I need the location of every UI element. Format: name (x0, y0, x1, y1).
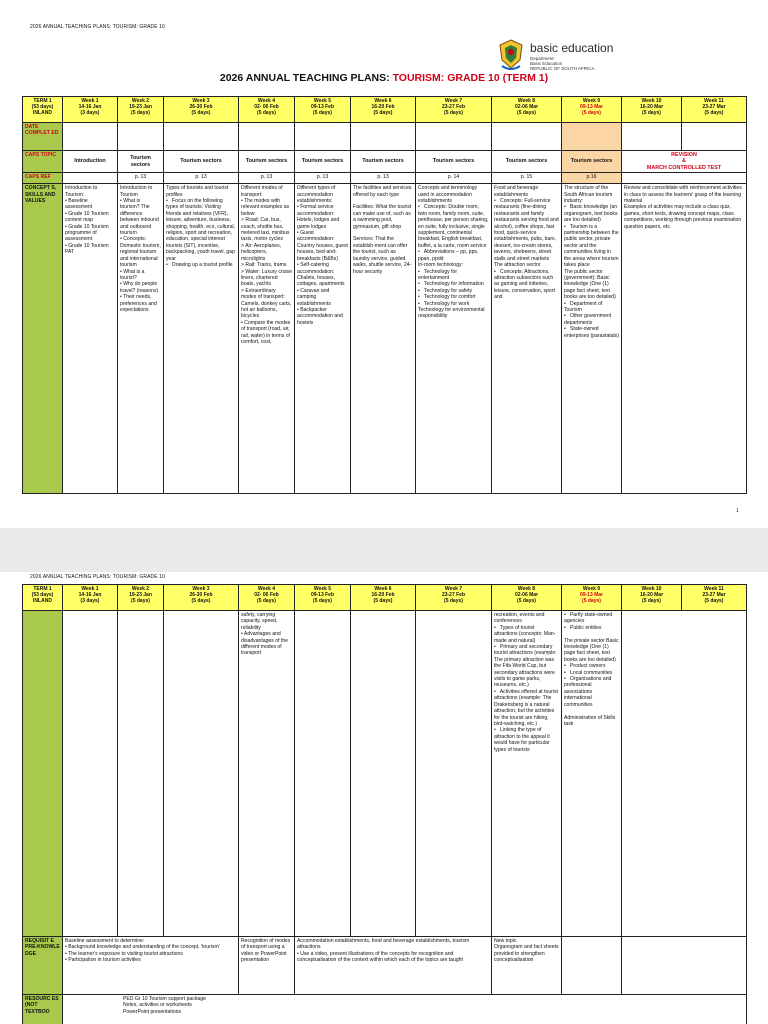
logo-dept: Department: Basic Education REPUBLIC OF SOUTH AFRICA (530, 56, 595, 71)
week-header: Week 1 14-16 Jan (3 days) (63, 585, 118, 611)
week-header: Week 2 19-23 Jan (5 days) (118, 585, 164, 611)
dbe-logo (496, 38, 636, 72)
concept-cell (118, 611, 164, 937)
ref-cell: p. 13 (239, 173, 295, 184)
row-label: RESOURC ES (NOT TEXTBOO (23, 995, 63, 1024)
row-label: CONCEPT S, SKILLS AND VALUES (23, 184, 63, 494)
requisite-cell (622, 937, 747, 995)
topic-cell: Tourism sectors (562, 151, 622, 173)
concept-cell: Food and beverage establishments • Concepts: Full-service restaurants (fine-dining restaurants and family restaurants serving food and alcohol), coffee shops, fast food, quick-service establishments, pubs, bars, dessert, ice-cream stores, taverns, shebeens, street stalls and street markets The attraction sector • Concepts: Attractions, attraction subsectors such as gaming and lotteries, leisure, conservation, sport and (492, 184, 562, 494)
topic-cell: Tourism sectors (118, 151, 164, 173)
teaching-plan-table-continued (22, 584, 747, 1024)
row-label: REQUISIT E PRE-KNOWLE DGE (23, 937, 63, 995)
concept-cell: safety, carrying capacity, speed, reliability • Advantages and disadvantages of the different modes of transport (239, 611, 295, 937)
teaching-plan-table (22, 96, 747, 494)
requisite-row (23, 937, 747, 995)
row-label: DATE COMPLET ED (23, 123, 63, 151)
week-header-row (23, 97, 747, 123)
date-cell[interactable] (492, 123, 562, 151)
ref-cell: p. 13 (118, 173, 164, 184)
concept-cell: Review and consolidate with reinforcement activities in class to assess the learners' grasp of the learning material Examples of activities may include a class quiz, games, short tests, drawing concept maps, class competitions, working through previous examination question papers, etc. (622, 184, 747, 494)
week-header: Week 8 02-06 Mar (5 days) (492, 585, 562, 611)
page-2 (0, 572, 768, 1024)
week-header: Week 7 23-27 Feb (5 days) (416, 97, 492, 123)
concept-cell (416, 611, 492, 937)
page-title: 2026 ANNUAL TEACHING PLANS: TOURISM: GRADE 10 (TERM 1) (219, 72, 549, 84)
requisite-cell: Baseline assessment to determine: • Background knowledge and understanding of the concept, 'tourism' • The learner's exposure to visiting tourist attractions • Participation in tourism activities (63, 937, 239, 995)
ref-cell: p. 14 (416, 173, 492, 184)
concepts-continued-row (23, 611, 747, 937)
topic-cell: Tourism sectors (351, 151, 416, 173)
concept-cell: The structure of the South African tourism industry: • Basic knowledge (an organogram, text books are too detailed) • Tourism is a partnership between the public sector, private sector and the communities living in the areas where tourism takes place The public sector (government): Basic knowledge (One (1) page fact sheet, text books are too detailed) • Department of Tourism • Other government departments • State-owned enterprises (parastatals) (562, 184, 622, 494)
topic-cell: Tourism sectors (295, 151, 351, 173)
week-header: Week 9 09-13 Mar (5 days) (562, 97, 622, 123)
concept-cell: Different types of accommodation establishments: • Formal service accommodation: Hotels, lodges and game lodges • Guest accommodation: Country houses, guest houses, bed-and-breakfasts (B&Bs) • Self-catering accommodation: Chalets, houses, cottages, apartments • Caravan and camping establishments • Backpacker accommodation and hostels (295, 184, 351, 494)
ref-cell (622, 173, 747, 184)
concept-cell (164, 611, 239, 937)
concept-cell: Introduction to Tourism: • Baseline assessment • Grade 10 Tourism content map • Grade 10 Tourism programme of assessment • Grade 10 Tourism PAT (63, 184, 118, 494)
ref-cell: p. 15 (492, 173, 562, 184)
week-header: Week 4 02- 06 Feb (5 days) (239, 585, 295, 611)
concept-cell (295, 611, 351, 937)
date-cell[interactable] (239, 123, 295, 151)
topic-cell: Tourism sectors (164, 151, 239, 173)
running-header: 2026 ANNUAL TEACHING PLANS: TOURISM: GRADE 10 (30, 574, 165, 580)
date-completed-row (23, 123, 747, 151)
logo-name: basic education (530, 41, 614, 55)
row-label: CAPS TOPIC (23, 151, 63, 173)
concept-cell: Introduction to Tourism • What is tourism? The difference between inbound and outbound tourism • Concepts: Domestic tourism, regional tourism and international tourism • What is a tourist? • Why do people travel? (reasons) • Their needs, preferences and expectations (118, 184, 164, 494)
date-cell[interactable] (562, 123, 622, 151)
concept-cell: • Partly state-owned agencies • Public entities The private sector Basic knowledge (One (1) page fact sheet, text books are too detailed) • Product owners • Local communities • Organisations and professional associations international communities Administration of Skills task (562, 611, 622, 937)
week-header: Week 6 16-20 Feb (5 days) (351, 585, 416, 611)
page-number: 1 (736, 508, 739, 514)
caps-topic-row (23, 151, 747, 173)
term-header: TERM 1 (53 days) INLAND (23, 585, 63, 611)
week-header: Week 6 16-20 Feb (5 days) (351, 97, 416, 123)
requisite-cell: Recognition of modes of transport using a video or PowerPoint presentation (239, 937, 295, 995)
date-cell[interactable] (63, 123, 118, 151)
concept-cell: Different modes of transport: • The modes with relevant examples as below: > Road: Car, bus, coach, shuttle bus, metered taxi, minibus taxis, motor cycles > Air: Aeroplanes, helicopters, microlights > Rail: Trains, trams > Water: Luxury cruise liners, chartered boats, yachts > Extraordinary modes of transport: Camels, donkey carts, hot air balloons, bicycles • Compare the modes of transport (road, air, rail, water) in terms of comfort, cost, (239, 184, 295, 494)
week-header: Week 9 09-13 Mar (5 days) (562, 585, 622, 611)
requisite-cell: New topic Organogram and fact sheets provided to strengthen conceptualisation (492, 937, 562, 995)
week-header: Week 5 09-13 Feb (5 days) (295, 97, 351, 123)
week-header: Week 3 26-30 Feb (5 days) (164, 97, 239, 123)
topic-cell: Tourism sectors (239, 151, 295, 173)
ref-cell: p.16 (562, 173, 622, 184)
date-cell[interactable] (118, 123, 164, 151)
date-cell[interactable] (622, 123, 682, 151)
date-cell[interactable] (295, 123, 351, 151)
week-header: Week 2 19-23 Jan (5 days) (118, 97, 164, 123)
resources-cell: PED Gr 10 Tourism support package Notes, activities or worksheets PowerPoint presentations (63, 995, 747, 1024)
requisite-cell (562, 937, 622, 995)
week-header: Week 11 23-27 Mar (5 days) (682, 97, 747, 123)
date-cell[interactable] (682, 123, 747, 151)
concepts-row (23, 184, 747, 494)
resources-row (23, 995, 747, 1024)
week-header: Week 5 09-13 Feb (5 days) (295, 585, 351, 611)
coat-of-arms-icon (496, 38, 526, 72)
week-header: Week 10 16-20 Mar (5 days) (622, 585, 682, 611)
ref-cell: p. 13 (295, 173, 351, 184)
week-header: Week 10 16-20 Mar (5 days) (622, 97, 682, 123)
ref-cell (63, 173, 118, 184)
week-header: Week 11 23-27 Mar (5 days) (682, 585, 747, 611)
week-header: Week 4 02- 06 Feb (5 days) (239, 97, 295, 123)
topic-cell: Tourism sectors (492, 151, 562, 173)
topic-cell: Introduction (63, 151, 118, 173)
week-header: Week 1 14-16 Jan (3 days) (63, 97, 118, 123)
week-header-row (23, 585, 747, 611)
week-header: Week 3 26-30 Feb (5 days) (164, 585, 239, 611)
date-cell[interactable] (351, 123, 416, 151)
revision-cell: REVISION & MARCH CONTROLLED TEST (622, 151, 747, 173)
topic-cell: Tourism sectors (416, 151, 492, 173)
concept-cell: The facilities and services offered by each type Facilities: What the tourist can make use of, such as a swimming pool, gymnasium, gift shop Services: That the establish-ment can offer the tourist, such as laundry service, guided walks, shuttle service, 24-hour security (351, 184, 416, 494)
week-header: Week 8 02-06 Mar (5 days) (492, 97, 562, 123)
date-cell[interactable] (164, 123, 239, 151)
caps-ref-row (23, 173, 747, 184)
ref-cell: p. 13 (351, 173, 416, 184)
date-cell[interactable] (416, 123, 492, 151)
ref-cell: p. 13 (164, 173, 239, 184)
term-header: TERM 1 (53 days) INLAND (23, 97, 63, 123)
concept-cell: Concepts and terminology used in accommodation establishments • Concepts: Double room, twin room, family room, suite, penthouse, per person sharing, en suite, fully inclusive, single supplement, continental breakfast, English breakfast, buffet, a la carte, room service • Abbreviations – pp, pps, ppan, ppdd In-room technology: • Technology for entertainment • Technology for information • Technology for safety • Technology for comfort • Technology for work Technology for environmental responsibility (416, 184, 492, 494)
week-header: Week 7 23-27 Feb (5 days) (416, 585, 492, 611)
row-label: CAPS REF (23, 173, 63, 184)
requisite-cell: Accommodation establishments, food and beverage establishments, tourism attractions • Use a video, present illustrations of the concepts for recognition and conceptualisation of the context within which each of the topics are taught (295, 937, 492, 995)
running-header: 2026 ANNUAL TEACHING PLANS: TOURISM: GRADE 10 (30, 24, 165, 30)
concept-cell: recreation, events and conferences • Types of tourist attractions (concepts: Man-made and natural) • Primary and secondary tourist attractions (example: The primary attraction was the Fifa World Cup, but secondary attractions were visits to game parks, museums, etc.) • Activities offered at tourist attractions (example: The Drakensberg is a natural attraction, but the activities for the tourist are hiking, bird-watching, etc.) • Linking the type of attraction to the appeal it would have for particular types of tourists (492, 611, 562, 937)
concept-cell (622, 611, 747, 937)
concept-cell: Types of tourists and tourist profiles • Focus on the following types of tourists: Visiting friends and relatives (VFR), leisure, adventure, business, shopping, health, eco, cultural, religion, sport and recreation, education, special interest tourists (SIT), incentive, backpacking, youth travel, gap year • Drawing up a tourist profile (164, 184, 239, 494)
concept-cell (63, 611, 118, 937)
row-label (23, 611, 63, 937)
concept-cell (351, 611, 416, 937)
